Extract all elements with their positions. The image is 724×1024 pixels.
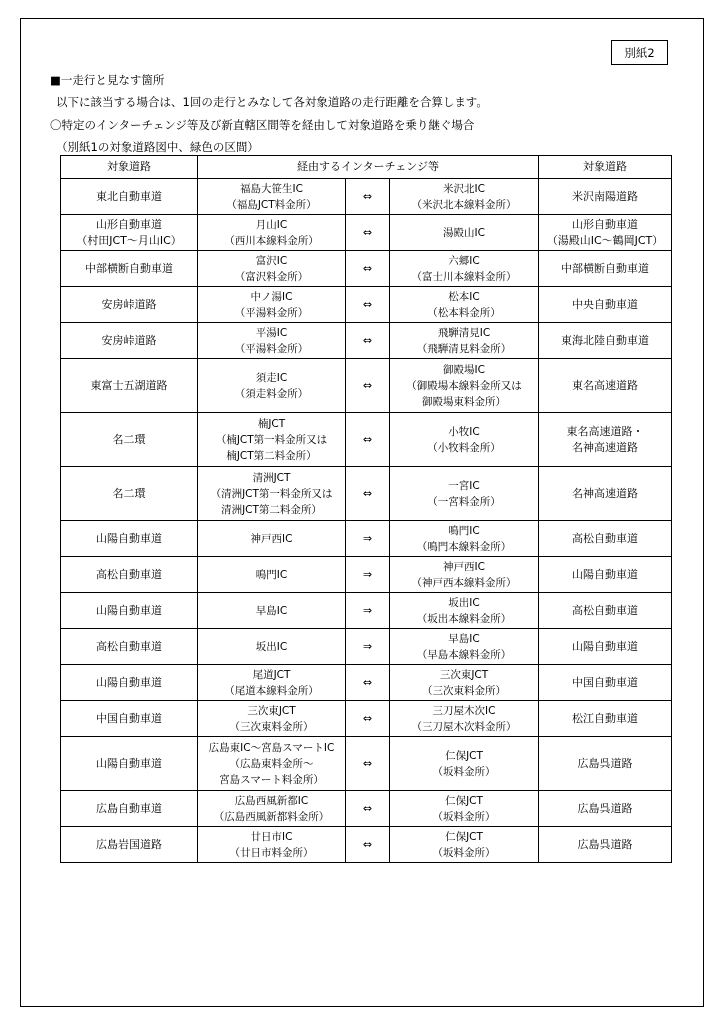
via-ic-to-cell-line: 米沢北IC	[443, 182, 485, 195]
via-ic-from-cell-line: 神戸西IC	[250, 532, 293, 545]
via-ic-to-cell	[390, 251, 539, 287]
road-to-cell	[539, 593, 672, 629]
road-from-cell-line: 東富士五湖道路	[90, 378, 168, 392]
road-from-cell	[61, 629, 198, 665]
road-to-cell	[539, 521, 672, 557]
via-ic-from-cell-line: 坂出IC	[255, 640, 288, 653]
via-ic-to-cell	[390, 629, 539, 665]
via-ic-to-cell-line: 飛騨清見IC	[437, 326, 491, 339]
via-ic-to-cell-line: （松本料金所）	[427, 306, 501, 319]
road-from-cell-line: 中部横断自動車道	[85, 261, 173, 275]
road-from-cell	[61, 557, 198, 593]
road-from-cell-line: 安房峠道路	[101, 333, 157, 347]
road-from-cell-line: 中国自動車道	[96, 711, 162, 725]
road-from-cell	[61, 323, 198, 359]
road-to-cell	[539, 557, 672, 593]
via-ic-to-cell	[390, 215, 539, 251]
header-via-interchange: 経由するインターチェンジ等	[198, 156, 539, 179]
via-ic-to-cell-line: （一宮料金所）	[427, 495, 501, 508]
via-ic-to-cell	[390, 323, 539, 359]
road-to-cell	[539, 323, 672, 359]
table-header-row	[61, 156, 672, 179]
via-ic-to-cell	[390, 467, 539, 521]
road-from-cell	[61, 467, 198, 521]
road-from-cell-line: 広島岩国道路	[96, 837, 162, 851]
direction-arrow: ⇔	[346, 827, 390, 863]
via-ic-to-cell-line: 御殿場東料金所）	[422, 395, 506, 408]
road-from-cell	[61, 359, 198, 413]
table-row	[61, 323, 672, 359]
direction-arrow: ⇔	[346, 215, 390, 251]
via-ic-to-cell-line: 鳴門IC	[448, 524, 480, 537]
via-ic-to-cell	[390, 827, 539, 863]
via-ic-from-cell-line: 清洲JCT第二料金所）	[221, 503, 322, 516]
road-to-cell	[539, 827, 672, 863]
via-ic-to-cell-line: 湯殿山IC	[443, 226, 485, 239]
via-ic-from-cell	[198, 467, 346, 521]
section-heading: ■一走行と見なす箇所	[50, 73, 165, 87]
via-ic-to-cell	[390, 557, 539, 593]
table-row	[61, 359, 672, 413]
via-ic-to-cell-line: 三次東JCT	[439, 668, 489, 681]
via-ic-to-cell	[390, 593, 539, 629]
via-ic-to-cell-line: （坂出本線料金所）	[416, 612, 512, 625]
road-from-cell	[61, 701, 198, 737]
table-row	[61, 215, 672, 251]
road-from-cell-line: 広島自動車道	[96, 801, 162, 815]
via-ic-to-cell-line: （三刀屋木次料金所）	[411, 720, 517, 733]
table-row	[61, 521, 672, 557]
header-target-road-to: 対象道路	[539, 156, 672, 179]
road-to-cell	[539, 359, 672, 413]
via-ic-to-cell	[390, 521, 539, 557]
via-ic-to-cell-line: （坂料金所）	[432, 810, 496, 823]
intro-text: 以下に該当する場合は、1回の走行とみなして各対象道路の走行距離を合算します。	[56, 95, 488, 109]
road-from-cell	[61, 287, 198, 323]
note-text: （別紙1の対象道路図中、緑色の区間）	[56, 140, 259, 154]
via-ic-from-cell-line: （平湯料金所）	[234, 342, 309, 355]
road-from-cell	[61, 827, 198, 863]
road-from-cell-line: 名二環	[112, 432, 146, 446]
via-ic-from-cell-line: 早島IC	[255, 604, 288, 617]
road-to-cell-line: 広島呉道路	[577, 756, 633, 770]
road-to-cell-line: 中国自動車道	[572, 675, 638, 689]
road-to-cell	[539, 701, 672, 737]
road-to-cell	[539, 467, 672, 521]
via-ic-to-cell	[390, 701, 539, 737]
via-ic-from-cell-line: 清洲JCT	[252, 471, 291, 484]
road-to-cell-line: 米沢南陽道路	[572, 189, 638, 203]
table-row	[61, 413, 672, 467]
via-ic-from-cell-line: 須走IC	[255, 371, 288, 384]
via-ic-to-cell	[390, 179, 539, 215]
road-to-cell-line: 中部横断自動車道	[561, 261, 649, 275]
via-ic-to-cell	[390, 737, 539, 791]
via-ic-to-cell-line: （坂料金所）	[432, 765, 496, 778]
via-ic-to-cell	[390, 413, 539, 467]
via-ic-from-cell	[198, 701, 346, 737]
direction-arrow: ⇔	[346, 179, 390, 215]
via-ic-to-cell-line: 仁保JCT	[445, 830, 483, 843]
road-from-cell	[61, 665, 198, 701]
road-to-cell-line: 山陽自動車道	[572, 567, 638, 581]
via-ic-from-cell-line: 平湯IC	[255, 326, 288, 339]
table-row	[61, 629, 672, 665]
direction-arrow: ⇒	[346, 629, 390, 665]
direction-arrow: ⇔	[346, 737, 390, 791]
via-ic-from-cell-line: 廿日市IC	[250, 830, 293, 843]
table-row	[61, 179, 672, 215]
road-from-cell-line: （村田JCT～月山IC）	[76, 233, 182, 247]
via-ic-from-cell-line: （三次東料金所）	[229, 720, 314, 733]
road-to-cell-line: 山形自動車道	[572, 217, 638, 231]
via-ic-to-cell-line: 神戸西IC	[443, 560, 485, 573]
road-to-cell	[539, 215, 672, 251]
via-ic-from-cell-line: （廿日市料金所）	[229, 846, 314, 859]
road-from-cell	[61, 521, 198, 557]
road-to-cell-line: 名神高速道路	[572, 486, 638, 500]
road-to-cell	[539, 629, 672, 665]
direction-arrow: ⇔	[346, 323, 390, 359]
via-ic-from-cell-line: 中ノ湯IC	[250, 290, 293, 303]
road-to-cell	[539, 251, 672, 287]
via-ic-to-cell-line: 仁保JCT	[445, 794, 483, 807]
road-from-cell	[61, 179, 198, 215]
via-ic-from-cell-line: （尾道本線料金所）	[224, 684, 319, 697]
via-ic-to-cell-line: 松本IC	[448, 290, 480, 303]
via-ic-from-cell	[198, 737, 346, 791]
annex-label: 別紙2	[611, 40, 668, 65]
road-from-cell-line: 東北自動車道	[96, 189, 162, 203]
road-to-cell	[539, 179, 672, 215]
direction-arrow: ⇔	[346, 665, 390, 701]
road-to-cell-line: 名神高速道路	[572, 440, 638, 454]
via-ic-from-cell-line: 楠JCT	[257, 417, 286, 430]
road-from-cell-line: 山陽自動車道	[96, 756, 162, 770]
via-ic-from-cell-line: （平湯料金所）	[234, 306, 309, 319]
road-to-cell-line: 高松自動車道	[572, 531, 638, 545]
direction-arrow: ⇒	[346, 593, 390, 629]
road-to-cell-line: （湯殿山IC～鶴岡JCT）	[546, 233, 664, 247]
via-ic-to-cell-line: 早島IC	[448, 632, 480, 645]
via-ic-from-cell-line: 広島西風新都IC	[234, 794, 309, 807]
road-to-cell-line: 松江自動車道	[572, 711, 638, 725]
via-ic-from-cell-line: （広島西風新都料金所）	[213, 810, 330, 823]
road-to-cell	[539, 287, 672, 323]
via-ic-to-cell	[390, 287, 539, 323]
via-ic-from-cell	[198, 629, 346, 665]
table-row	[61, 251, 672, 287]
via-ic-from-cell-line: 福島大笹生IC	[240, 182, 303, 195]
direction-arrow: ⇔	[346, 701, 390, 737]
via-ic-from-cell-line: 宮島スマート料金所）	[219, 773, 324, 786]
via-ic-from-cell	[198, 827, 346, 863]
via-ic-from-cell	[198, 287, 346, 323]
via-ic-from-cell-line: （広島東料金所～	[229, 757, 314, 770]
road-to-cell	[539, 665, 672, 701]
road-to-cell-line: 東名高速道路	[572, 378, 638, 392]
road-from-cell	[61, 413, 198, 467]
via-ic-to-cell-line: 一宮IC	[448, 479, 480, 492]
via-ic-to-cell-line: 御殿場IC	[443, 363, 485, 376]
via-ic-from-cell-line: （富沢料金所）	[234, 270, 309, 283]
direction-arrow: ⇒	[346, 557, 390, 593]
road-from-cell	[61, 737, 198, 791]
road-from-cell	[61, 251, 198, 287]
road-to-cell-line: 山陽自動車道	[572, 639, 638, 653]
via-ic-to-cell-line: （富士川本線料金所）	[411, 270, 517, 283]
via-ic-from-cell-line: （清洲JCT第一料金所又は	[210, 487, 333, 500]
via-ic-from-cell	[198, 521, 346, 557]
via-ic-to-cell-line: 仁保JCT	[445, 749, 483, 762]
road-to-cell	[539, 791, 672, 827]
table-row	[61, 287, 672, 323]
via-ic-from-cell-line: （福島JCT料金所）	[226, 198, 317, 211]
header-target-road-from: 対象道路	[61, 156, 198, 179]
road-from-cell	[61, 791, 198, 827]
table-row	[61, 593, 672, 629]
via-ic-to-cell-line: （早島本線料金所）	[416, 648, 512, 661]
via-ic-to-cell-line: 坂出IC	[448, 596, 480, 609]
road-from-cell-line: 高松自動車道	[96, 639, 162, 653]
direction-arrow: ⇔	[346, 251, 390, 287]
road-to-cell-line: 中央自動車道	[572, 297, 638, 311]
via-ic-to-cell	[390, 359, 539, 413]
via-ic-from-cell-line: 楠JCT第二料金所）	[226, 449, 317, 462]
direction-arrow: ⇔	[346, 359, 390, 413]
via-ic-from-cell-line: 鳴門IC	[255, 568, 288, 581]
road-from-cell-line: 山陽自動車道	[96, 603, 162, 617]
via-ic-from-cell-line: （楠JCT第一料金所又は	[215, 433, 328, 446]
via-ic-from-cell	[198, 593, 346, 629]
road-from-cell-line: 山陽自動車道	[96, 675, 162, 689]
road-from-cell	[61, 215, 198, 251]
via-ic-from-cell-line: 月山IC	[255, 218, 288, 231]
via-ic-to-cell	[390, 791, 539, 827]
road-to-cell-line: 高松自動車道	[572, 603, 638, 617]
table-row	[61, 791, 672, 827]
via-ic-from-cell-line: 尾道JCT	[252, 668, 291, 681]
via-ic-from-cell-line: 富沢IC	[255, 254, 288, 267]
table-row	[61, 737, 672, 791]
road-from-cell-line: 名二環	[112, 486, 146, 500]
via-ic-from-cell	[198, 251, 346, 287]
direction-arrow: ⇔	[346, 791, 390, 827]
via-ic-to-cell-line: （小牧料金所）	[427, 441, 501, 454]
direction-arrow: ⇒	[346, 521, 390, 557]
via-ic-from-cell-line: （西川本線料金所）	[224, 234, 319, 247]
via-ic-to-cell-line: （神戸西本線料金所）	[411, 576, 517, 589]
direction-arrow: ⇔	[346, 413, 390, 467]
table-row	[61, 827, 672, 863]
road-from-cell-line: 安房峠道路	[101, 297, 157, 311]
road-from-cell-line: 山陽自動車道	[96, 531, 162, 545]
direction-arrow: ⇔	[346, 287, 390, 323]
via-ic-from-cell	[198, 359, 346, 413]
via-ic-from-cell-line: 三次東JCT	[247, 704, 296, 717]
road-to-cell-line: 東海北陸自動車道	[561, 333, 649, 347]
via-ic-to-cell-line: （坂料金所）	[432, 846, 496, 859]
via-ic-from-cell-line: 広島東IC～宮島スマートIC	[208, 741, 335, 754]
via-ic-to-cell-line: 小牧IC	[448, 425, 480, 438]
road-to-cell-line: 東名高速道路・	[566, 424, 644, 438]
road-to-cell-line: 広島呉道路	[577, 801, 633, 815]
via-ic-from-cell	[198, 557, 346, 593]
table-row	[61, 467, 672, 521]
via-ic-from-cell	[198, 665, 346, 701]
road-to-cell	[539, 737, 672, 791]
via-ic-from-cell	[198, 413, 346, 467]
via-ic-to-cell-line: 三刀屋木次IC	[432, 704, 496, 717]
via-ic-from-cell	[198, 323, 346, 359]
table-row	[61, 557, 672, 593]
direction-arrow: ⇔	[346, 467, 390, 521]
via-ic-to-cell-line: （飛騨清見料金所）	[416, 342, 512, 355]
via-ic-from-cell-line: （須走料金所）	[234, 387, 309, 400]
condition-text: 〇特定のインターチェンジ等及び新直轄区間等を経由して対象道路を乗り継ぐ場合	[50, 118, 475, 132]
via-ic-from-cell	[198, 791, 346, 827]
road-to-cell-line: 広島呉道路	[577, 837, 633, 851]
via-ic-to-cell-line: （御殿場本線料金所又は	[406, 379, 522, 392]
via-ic-to-cell-line: （三次東料金所）	[422, 684, 506, 697]
road-to-cell	[539, 413, 672, 467]
via-ic-to-cell-line: （鳴門本線料金所）	[416, 540, 512, 553]
road-from-cell-line: 山形自動車道	[96, 217, 162, 231]
via-ic-from-cell	[198, 215, 346, 251]
table-row	[61, 701, 672, 737]
road-from-cell-line: 高松自動車道	[96, 567, 162, 581]
via-ic-from-cell	[198, 179, 346, 215]
via-ic-to-cell-line: （米沢北本線料金所）	[411, 198, 517, 211]
table-row	[61, 665, 672, 701]
via-ic-to-cell	[390, 665, 539, 701]
road-from-cell	[61, 593, 198, 629]
via-ic-to-cell-line: 六郷IC	[448, 254, 480, 267]
route-table	[60, 155, 672, 863]
